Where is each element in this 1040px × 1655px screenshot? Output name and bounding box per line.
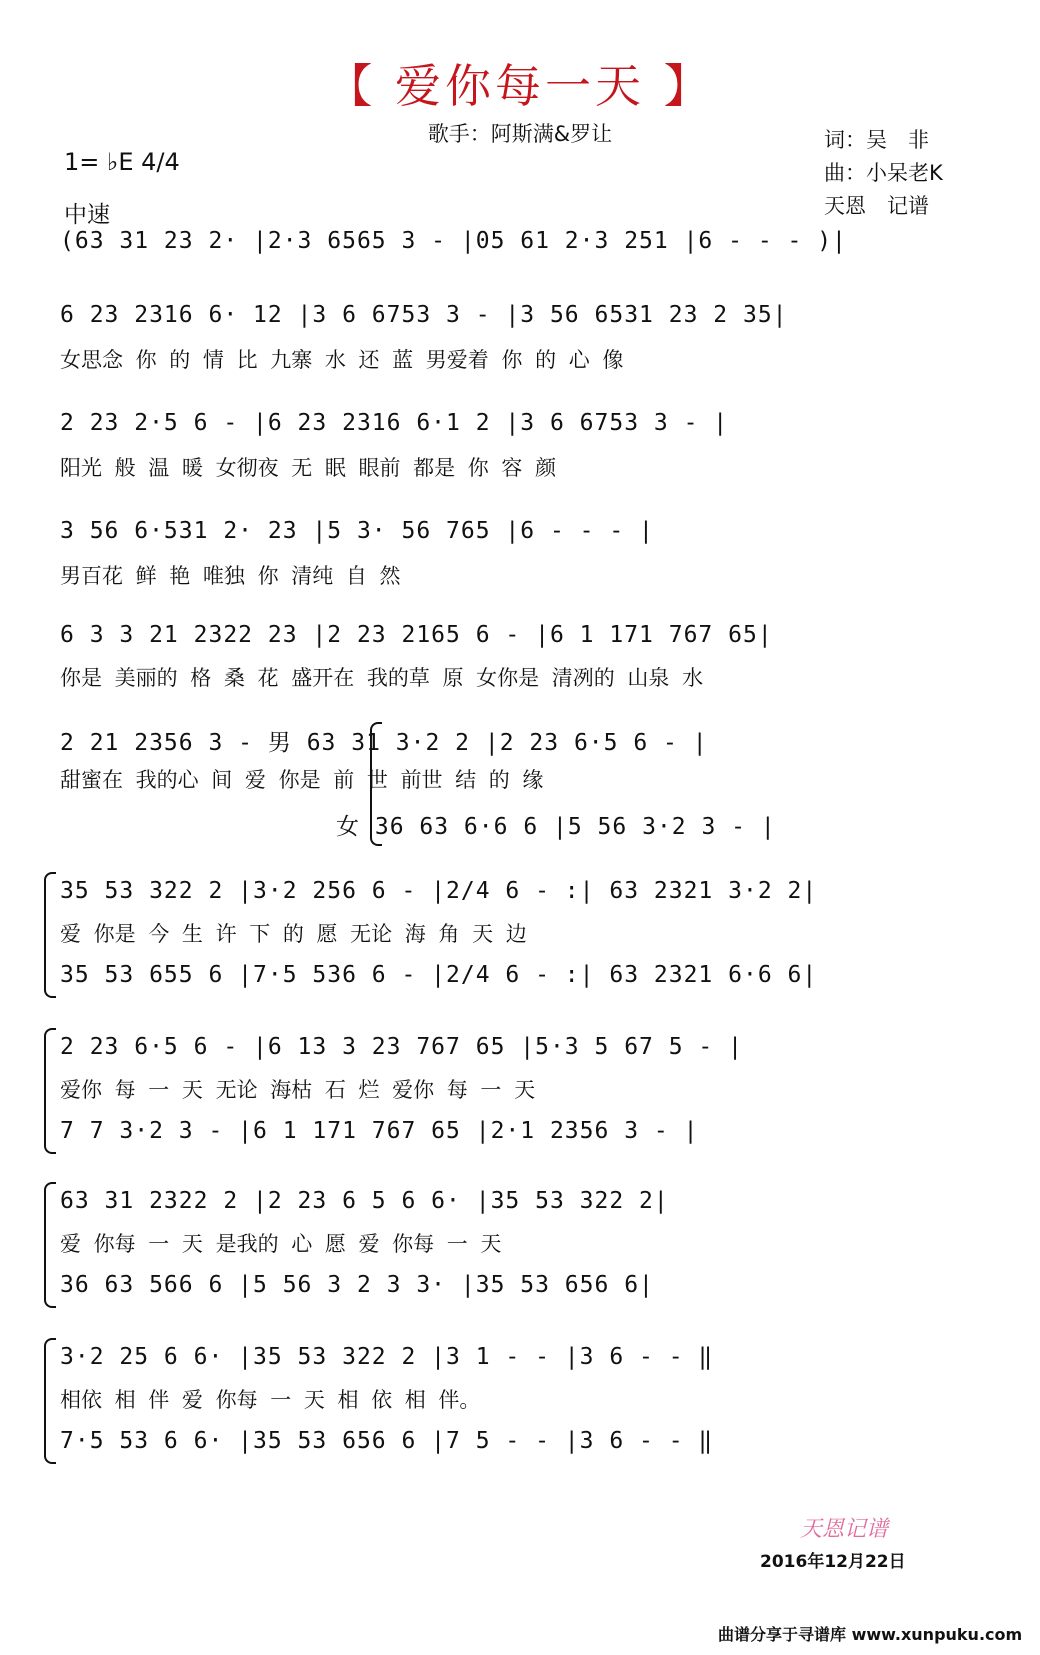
lyrics-10: 相依 相 伴 爱 你每 一 天 相 依 相 伴。 [60, 1388, 481, 1412]
lyrics-6: 甜蜜在 我的心 间 爱 你是 前 世 前世 结 的 缘 [60, 768, 544, 792]
lyrics-7: 爱 你是 今 生 许 下 的 愿 无论 海 角 天 边 [60, 922, 527, 946]
duet-brace-4 [44, 1182, 56, 1308]
notes-7b: 35 53 655 6 |7·5 536 6 - |2/4 6 - :| 63 2321 6·6 6| [60, 962, 818, 988]
duet-brace-2 [44, 872, 56, 998]
lyrics-3: 阳光 般 温 暖 女彻夜 无 眠 眼前 都是 你 容 颜 [60, 456, 557, 480]
staff-line-8b [60, 1118, 970, 1154]
notes-3: 2 23 2·5 6 - |6 23 2316 6·1 2 |3 6 6753 3 - | [60, 410, 729, 436]
notes-10b: 7·5 53 6 6· |35 53 656 6 |7 5 - - |3 6 - - ‖ [60, 1428, 714, 1454]
source-footer: 曲谱分享于寻谱库 www.xunpuku.com [718, 1625, 1023, 1644]
lyricist-credit: 词：吴 非 [824, 128, 929, 152]
duet-brace-1 [370, 722, 382, 846]
tempo-marking: 中速 [64, 202, 110, 228]
lyrics-4: 男百花 鲜 艳 唯独 你 清纯 自 然 [60, 564, 401, 588]
notes-8: 2 23 6·5 6 - |6 13 3 23 767 65 |5·3 5 67 5 - | [60, 1034, 743, 1060]
staff-line-10b [60, 1428, 970, 1464]
duet-brace-3 [44, 1028, 56, 1154]
notes-7: 35 53 322 2 |3·2 256 6 - |2/4 6 - :| 63 2321 3·2 2| [60, 878, 818, 904]
staff-line-9b [60, 1272, 970, 1308]
lyrics-8: 爱你 每 一 天 无论 海枯 石 烂 爱你 每 一 天 [60, 1078, 536, 1102]
notes-8b: 7 7 3·2 3 - |6 1 171 767 65 |2·1 2356 3 - | [60, 1118, 699, 1144]
staff-line-2 [60, 302, 970, 382]
staff-line-8 [60, 1034, 970, 1114]
duet-brace-5 [44, 1338, 56, 1464]
lyrics-5: 你是 美丽的 格 桑 花 盛开在 我的草 原 女你是 清冽的 山泉 水 [60, 666, 704, 690]
key-signature: 1= ♭E 4/4 [64, 148, 180, 176]
staff-line-9 [60, 1188, 970, 1268]
staff-line-6 [60, 724, 970, 804]
transcriber-credit: 天恩 记谱 [824, 194, 929, 218]
staff-line-4 [60, 518, 970, 598]
lyrics-2: 女思念 你 的 情 比 九寨 水 还 蓝 男爱着 你 的 心 像 [60, 348, 624, 372]
transcriber-stamp: 天恩记谱 [800, 1517, 889, 1542]
notes-2: 6 23 2316 6· 12 |3 6 6753 3 - |3 56 6531 23 2 35| [60, 302, 788, 328]
notes-5: 6 3 3 21 2322 23 |2 23 2165 6 - |6 1 171 767 65| [60, 622, 773, 648]
notes-4: 3 56 6·531 2· 23 |5 3· 56 765 |6 - - - | [60, 518, 654, 544]
staff-line-3 [60, 410, 970, 490]
notes-1: (63 31 23 2· |2·3 6565 3 - |05 61 2·3 251 |6 - - - )| [60, 228, 847, 254]
staff-line-5 [60, 622, 970, 702]
lyrics-9: 爱 你每 一 天 是我的 心 愿 爱 你每 一 天 [60, 1232, 502, 1256]
singer-line: 歌手：阿斯满&罗让 [427, 122, 613, 146]
staff-line-10 [60, 1344, 970, 1424]
song-title: 【 爱你每一天 】 [326, 59, 714, 113]
notes-6: 2 21 2356 3 - 男 63 31 3·2 2 |2 23 6·5 6 - | [60, 730, 708, 756]
staff-line-6b [60, 808, 970, 844]
notes-10: 3·2 25 6 6· |35 53 322 2 |3 1 - - |3 6 - - ‖ [60, 1344, 714, 1370]
staff-line-1 [60, 228, 970, 268]
date-line: 2016年12月22日 [760, 1552, 906, 1572]
staff-line-7 [60, 878, 970, 958]
notes-9b: 36 63 566 6 |5 56 3 2 3 3· |35 53 656 6| [60, 1272, 654, 1298]
composer-credit: 曲：小呆老K [824, 161, 943, 185]
notes-9: 63 31 2322 2 |2 23 6 5 6 6· |35 53 322 2| [60, 1188, 669, 1214]
notes-6b: 女 36 63 6·6 6 |5 56 3·2 3 - | [336, 814, 776, 840]
staff-line-7b [60, 962, 970, 998]
